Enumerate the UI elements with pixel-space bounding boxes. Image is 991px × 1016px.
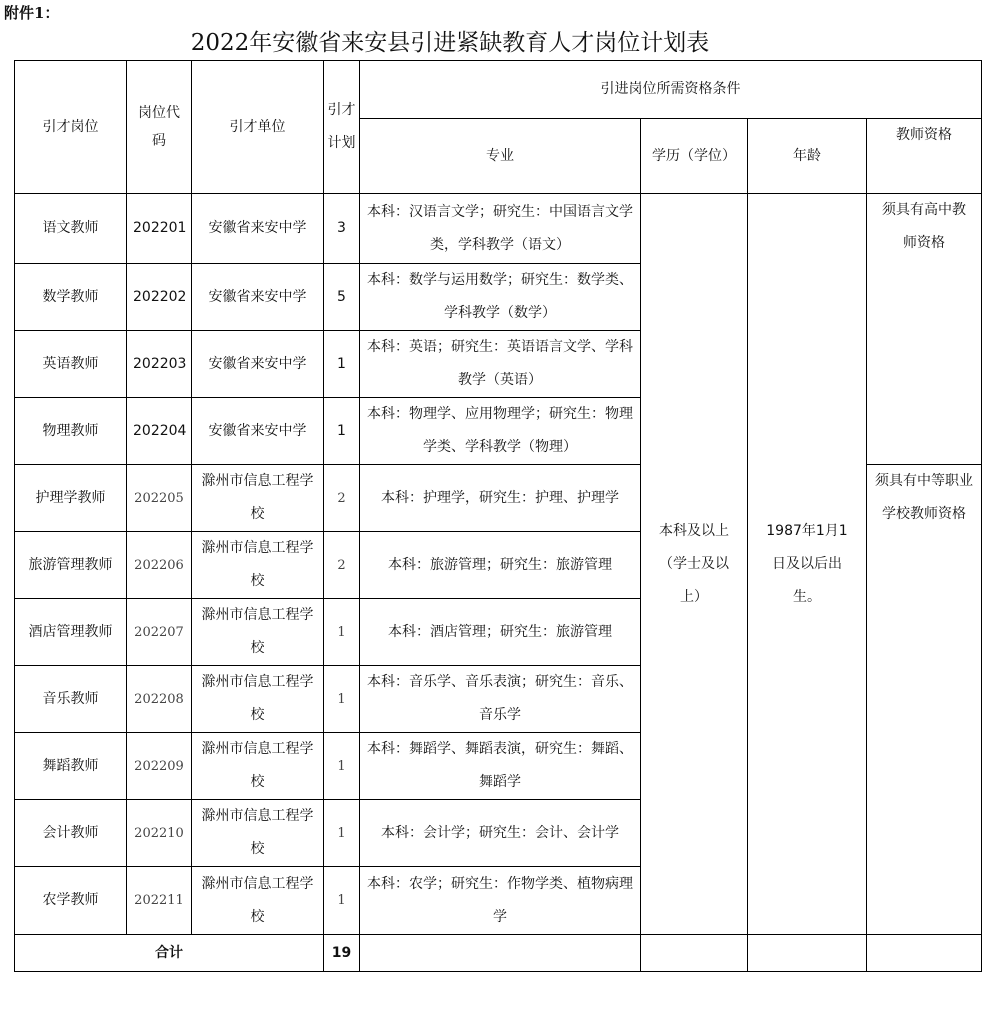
cell-unit: 安徽省来安中学 [192,264,324,331]
cell-code: 202208 [127,666,192,733]
cell-code: 202202 [127,264,192,331]
cell-code: 202207 [127,599,192,666]
cell-position: 酒店管理教师 [15,599,127,666]
header-conditions: 引进岗位所需资格条件 [360,61,982,119]
cell-position: 会计教师 [15,800,127,867]
cell-code: 202211 [127,867,192,935]
cell-position: 舞蹈教师 [15,733,127,800]
cell-plan: 1 [324,331,360,398]
cell-position: 语文教师 [15,194,127,264]
cell-position: 数学教师 [15,264,127,331]
cell-major: 本科：农学；研究生：作物学类、植物病理学 [360,867,641,935]
cell-plan: 2 [324,532,360,599]
cell-unit: 滁州市信息工程学校 [192,733,324,800]
total-row [15,935,982,972]
cell-plan: 1 [324,398,360,465]
cell-major: 本科：舞蹈学、舞蹈表演，研究生：舞蹈、舞蹈学 [360,733,641,800]
cell-code: 202206 [127,532,192,599]
empty-cell [641,935,748,972]
cell-unit: 滁州市信息工程学校 [192,465,324,532]
cell-position: 旅游管理教师 [15,532,127,599]
cell-position: 农学教师 [15,867,127,935]
header-row-1 [15,61,982,119]
cell-major: 本科：音乐学、音乐表演；研究生：音乐、音乐学 [360,666,641,733]
total-label: 合计 [15,935,324,972]
cell-plan: 5 [324,264,360,331]
empty-cell [867,935,982,972]
cell-unit: 安徽省来安中学 [192,331,324,398]
cell-major: 本科：物理学、应用物理学；研究生：物理学类、学科教学（物理） [360,398,641,465]
cell-plan: 1 [324,867,360,935]
cell-major: 本科：酒店管理；研究生：旅游管理 [360,599,641,666]
cell-unit: 安徽省来安中学 [192,194,324,264]
page-title: 2022年安徽省来安县引进紧缺教育人才岗位计划表 [190,30,710,56]
cell-code: 202204 [127,398,192,465]
header-major: 专业 [360,119,641,194]
cell-plan: 1 [324,733,360,800]
cell-position: 护理学教师 [15,465,127,532]
cell-code: 202205 [127,465,192,532]
cell-unit: 滁州市信息工程学校 [192,599,324,666]
cell-major: 本科：旅游管理；研究生：旅游管理 [360,532,641,599]
cell-qualification-high-school: 须具有高中教师资格 [867,194,982,465]
header-plan: 引才计划 [324,61,360,194]
cell-major: 本科：会计学；研究生：会计、会计学 [360,800,641,867]
cell-major: 本科：英语；研究生：英语语言文学、学科教学（英语） [360,331,641,398]
cell-plan: 1 [324,800,360,867]
empty-cell [748,935,867,972]
cell-age-shared: 1987年1月1日及以后出生。 [748,194,867,935]
cell-unit: 安徽省来安中学 [192,398,324,465]
cell-major: 本科：护理学，研究生：护理、护理学 [360,465,641,532]
cell-position: 英语教师 [15,331,127,398]
cell-code: 202203 [127,331,192,398]
recruitment-plan-table [14,60,982,972]
cell-plan: 1 [324,599,360,666]
table-row [15,194,982,264]
annex-label: 附件1： [4,4,60,22]
header-unit: 引才单位 [192,61,324,194]
cell-unit: 滁州市信息工程学校 [192,800,324,867]
cell-code: 202210 [127,800,192,867]
total-plan: 19 [324,935,360,972]
empty-cell [360,935,641,972]
cell-position: 音乐教师 [15,666,127,733]
cell-qualification-vocational: 须具有中等职业学校教师资格 [867,465,982,935]
cell-unit: 滁州市信息工程学校 [192,867,324,935]
header-teacher-qualification: 教师资格 [867,119,982,194]
cell-education-shared: 本科及以上（学士及以上） [641,194,748,935]
cell-code: 202209 [127,733,192,800]
header-code: 岗位代码 [127,61,192,194]
cell-unit: 滁州市信息工程学校 [192,532,324,599]
header-education: 学历（学位） [641,119,748,194]
header-age: 年龄 [748,119,867,194]
cell-major: 本科：汉语言文学；研究生：中国语言文学类，学科教学（语文） [360,194,641,264]
header-position: 引才岗位 [15,61,127,194]
cell-unit: 滁州市信息工程学校 [192,666,324,733]
cell-plan: 3 [324,194,360,264]
cell-major: 本科：数学与运用数学；研究生：数学类、学科教学（数学） [360,264,641,331]
cell-position: 物理教师 [15,398,127,465]
cell-code: 202201 [127,194,192,264]
cell-plan: 1 [324,666,360,733]
cell-plan: 2 [324,465,360,532]
